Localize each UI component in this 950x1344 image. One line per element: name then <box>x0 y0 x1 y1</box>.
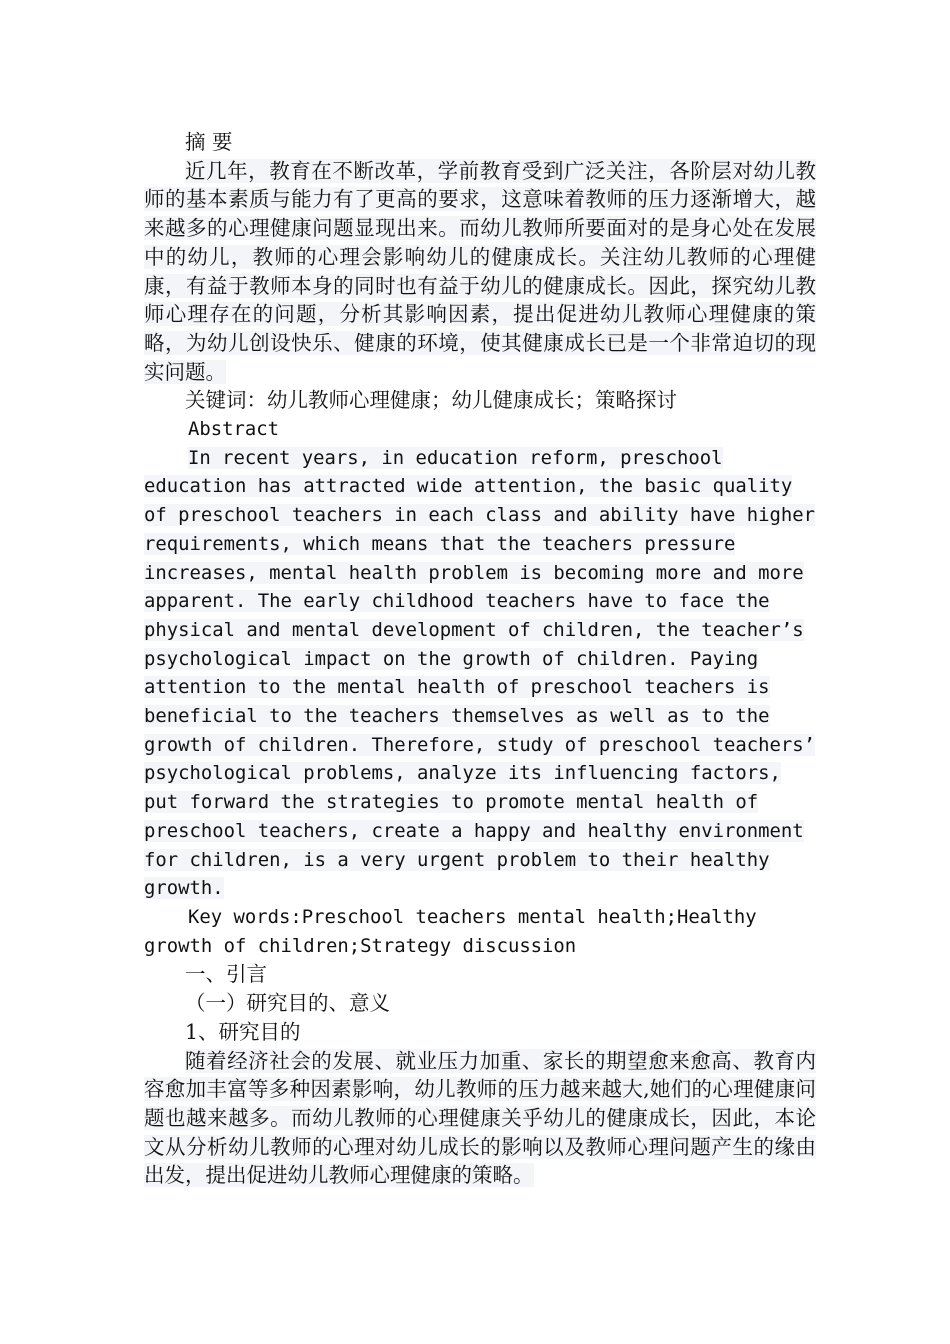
keywords-english: Key words:Preschool teachers mental health;Healthy growth of children;Strategy discussion <box>144 905 757 957</box>
keywords-chinese: 关键词：幼儿教师心理健康；幼儿健康成长；策略探讨 <box>185 388 677 413</box>
abstract-heading: 摘 要 <box>185 130 233 154</box>
abstract-chinese-paragraph <box>144 157 816 387</box>
subsection-heading-purpose-significance: （一）研究目的、意义 <box>185 991 390 1016</box>
body-paragraph <box>144 1047 816 1191</box>
abstract-english-text: In recent years, in education reform, preschool education has attracted wide attention, the basic quality of preschool teachers in each class and ability have higher requirements, which means that the teachers pressure increases, mental health problem is becoming more and more apparent. The early childhood teachers have to face the physical and mental development of children, the teacher’s psychological impact on the growth of children. Paying attention to the mental health of preschool teachers is beneficial to the teachers themselves as well as to the growth of children. Therefore, study of preschool teachers’ psychological problems, analyze its influencing factors, put forward the strategies to promote mental health of preschool teachers, create a happy and healthy environment for children, is a very urgent problem to their healthy growth. <box>144 446 816 900</box>
document-body <box>144 128 816 1190</box>
abstract-english-paragraph <box>144 444 816 903</box>
body-paragraph-text: 随着经济社会的发展、就业压力加重、家长的期望愈来愈高、教育内容愈加丰富等多种因素影响，幼儿教师的压力越来越大,她们的心理健康问题也越来越多。而幼儿教师的心理健康关乎幼儿的健康成长，因此，本论文从分析幼儿教师的心理对幼儿成长的影响以及教师心理问题产生的缘由出发，提出促进幼儿教师心理健康的策略。 <box>144 1048 816 1188</box>
section-heading-introduction: 一、引言 <box>185 962 267 987</box>
abstract-chinese-text: 近几年，教育在不断改革，学前教育受到广泛关注，各阶层对幼儿教师的基本素质与能力有了更高的要求，这意味着教师的压力逐渐增大，越来越多的心理健康问题显现出来。而幼儿教师所要面对的是身心处在发展中的幼儿，教师的心理会影响幼儿的健康成长。关注幼儿教师的心理健康，有益于教师本身的同时也有益于幼儿的健康成长。因此，探究幼儿教师心理存在的问题，分析其影响因素，提出促进幼儿教师心理健康的策略，为幼儿创设快乐、健康的环境，使其健康成长已是一个非常迫切的现实问题。 <box>144 158 816 384</box>
subsubsection-heading-research-purpose: 1、研究目的 <box>185 1019 301 1044</box>
abstract-english-heading: Abstract <box>188 418 279 441</box>
